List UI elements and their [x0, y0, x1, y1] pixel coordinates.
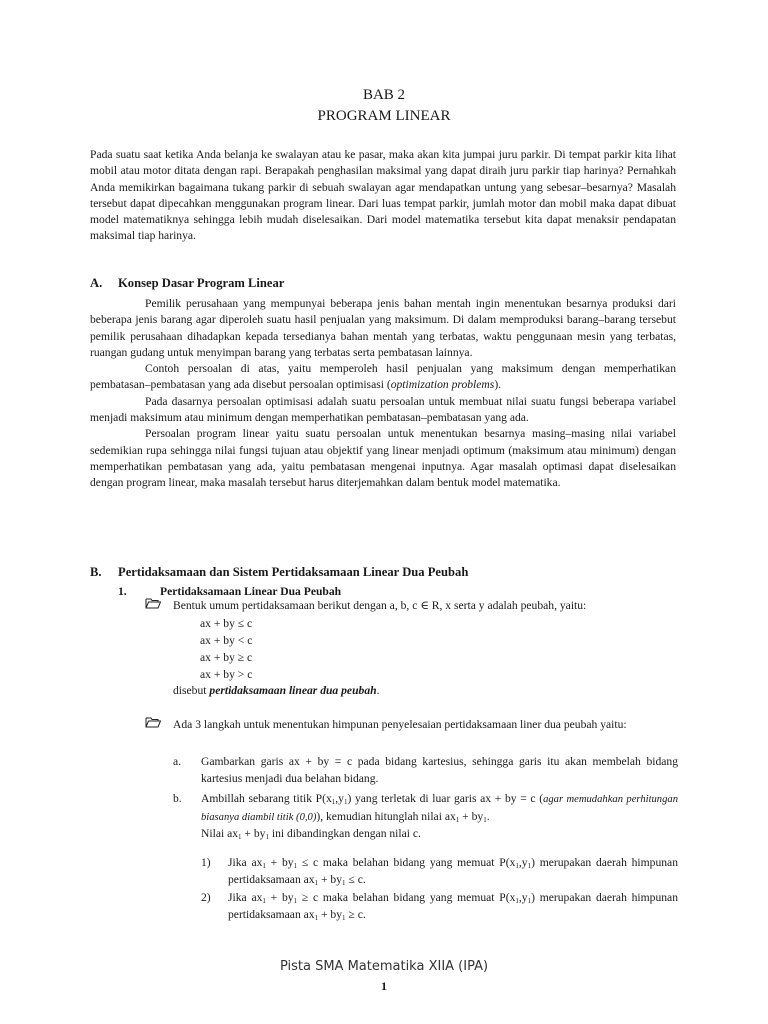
- case-1-label: 1): [201, 856, 211, 869]
- section-b-title: Pertidaksamaan dan Sistem Pertidaksamaan Linear Dua Peubah: [118, 565, 469, 579]
- section-b-label: B.: [90, 565, 102, 579]
- page-number: 1: [381, 979, 387, 993]
- subsection-1-label: 1.: [118, 585, 127, 598]
- step-b-compare-text: Nilai $ax_1 + by_1$ ini dibandingkan dengan nilai c.: [201, 827, 421, 841]
- inequality-item: ax + by < c: [200, 633, 253, 647]
- bullet-item-general-form: [145, 598, 677, 699]
- bullet-item-three-steps: [145, 717, 677, 734]
- definition-line: disebut pertidaksamaan linear dua peubah.: [173, 683, 380, 697]
- section-a-paragraph-1: Pemilik perusahaan yang mempunyai beberapa jenis bahan mentah ingin menentukan besarnya produksi dari beberapa jenis barang agar diperoleh suatu hasil penjualan yang maksimum. Di dalam memproduksi barang–barang tersebut pemilik perusahaan dihadapkan kepada tersedianya bahan mentah yang terbatas, waktu penggunaan mesin yang terbatas, ruangan gudang untuk menyimpan barang yang terbatas serta pembatasan lainnya.: [90, 297, 676, 359]
- subsection-1-title: Pertidaksamaan Linear Dua Peubah: [160, 585, 342, 598]
- case-1: [201, 855, 678, 888]
- step-b: [173, 791, 678, 843]
- case-1-text: Jika $ax_1 + by_1 \le c$ maka belahan bidang yang memuat $P(x_1,y_1)$ merupakan daerah himpunan pertidaksamaan $ax_1 + by_1 \le c$.: [228, 856, 678, 887]
- section-a-title: Konsep Dasar Program Linear: [118, 276, 285, 290]
- section-a-heading: [90, 276, 676, 291]
- case-2-label: 2): [201, 891, 211, 904]
- chapter-label: BAB 2: [362, 87, 406, 103]
- step-b-text: Ambillah sebarang titik $P(x_1,y_1)$ yang terletak di luar garis ax + by = c (agar memudahkan perhitungan biasanya diambil titik (0,0)), kemudian hitunglah nilai $ax_1 + by_1$.: [201, 792, 678, 824]
- section-b-heading: [90, 565, 676, 580]
- bullet-three-steps-text: Ada 3 langkah untuk menentukan himpunan penyelesaian pertidaksamaan liner dua peubah yaitu:: [173, 718, 627, 731]
- inequality-item: ax + by ≤ c: [200, 616, 253, 630]
- step-a-label: a.: [173, 755, 182, 768]
- section-a-paragraph-4: Persoalan program linear yaitu suatu persoalan untuk menentukan besarnya masing–masing nilai variabel sedemikian rupa sehingga nilai fungsi tujuan atau objektif yang linear menjadi optimum (maksimum atau minimum) dengan memperhatikan pembatasan yang ada, yaitu pembatasan mengenai inputnya. Agar masalah optimasi dapat diselesaikan dengan program linear, maka masalah tersebut harus diterjemahkan dalam bentuk model matematika.: [90, 427, 676, 490]
- page-footer: Pista SMA Matematika XIIA (IPA): [279, 959, 489, 974]
- inequality-item: ax + by ≥ c: [200, 650, 253, 664]
- case-2-text: Jika $ax_1 + by_1 \ge c$ maka belahan bidang yang memuat $P(x_1,y_1)$ merupakan daerah himpunan pertidaksamaan $ax_1 + by_1 \ge c$.: [228, 891, 678, 922]
- open-folder-icon: [145, 598, 161, 615]
- subsection-1-heading: [118, 585, 678, 598]
- definition-term: pertidaksamaan linear dua peubah: [209, 683, 377, 697]
- step-b-label: b.: [173, 792, 182, 805]
- step-a: [173, 754, 678, 787]
- inequality-list: [200, 615, 677, 683]
- section-a-body: [90, 296, 676, 492]
- chapter-title: PROGRAM LINEAR: [317, 108, 451, 124]
- section-a-label: A.: [90, 276, 103, 290]
- step-a-text: Gambarkan garis ax + by = c pada bidang kartesius, sehingga garis itu akan membelah bidang kartesius menjadi dua belahan bidang.: [201, 755, 678, 785]
- open-folder-icon: [145, 717, 161, 734]
- section-a-paragraph-2: Contoh persoalan di atas, yaitu memperoleh hasil penjualan yang maksimum dengan memperhatikan pembatasan–pembatasan yang ada disebut persoalan optimisasi (optimization problems).: [90, 362, 676, 392]
- step-b-hint: agar memudahkan perhitungan biasanya diambil titik (0,0): [201, 794, 678, 823]
- optimization-problems-term: optimization problems: [390, 378, 495, 392]
- bullet-general-form-text: Bentuk umum pertidaksamaan berikut dengan a, b, c ∈ R, x serta y adalah peubah, yaitu:: [173, 599, 587, 612]
- section-a-paragraph-3: Pada dasarnya persoalan optimisasi adalah suatu persoalan untuk membuat nilai suatu fungsi beberapa variabel menjadi maksimum atau minimum dengan memperhatikan pembatasan–pembatasan yang ada.: [90, 394, 676, 425]
- case-2: [201, 890, 678, 923]
- inequality-item: ax + by > c: [200, 667, 253, 681]
- intro-paragraph: Pada suatu saat ketika Anda belanja ke swalayan atau ke pasar, maka akan kita jumpai juru parkir. Di tempat parkir kita lihat mobil atau motor ditata dengan rapi. Berapakah penghasilan maksimal yang dapat diraih juru parkir tiap harinya? Pernahkah Anda memikirkan bagaimana tukang parkir di sebuah swalayan agar mendapatkan untung yang sebesar–besarnya? Masalah tersebut dapat dipecahkan menggunakan program linear. Dari luas tempat parkir, jumlah motor dan mobil maka dapat dibuat model matematiknya sehingga lebih mudah diselesaikan. Dari model matematika tersebut kita dapat menaksir pendapatan maksimal tiap harinya.: [90, 148, 676, 243]
